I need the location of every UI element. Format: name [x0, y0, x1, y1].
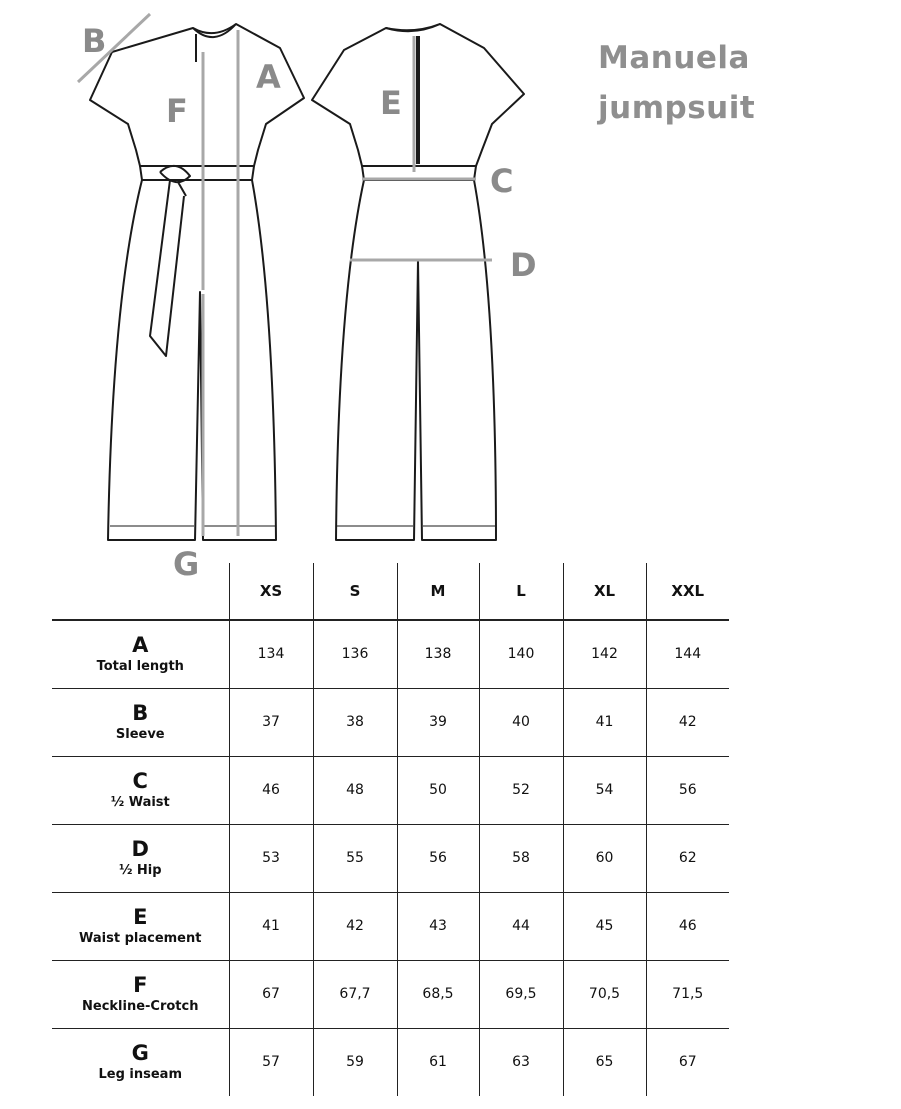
measurement-value: 56 — [397, 824, 479, 892]
size-header: XS — [229, 563, 313, 620]
table-row — [52, 824, 729, 892]
measurement-key: F — [133, 973, 148, 997]
row-header — [52, 960, 229, 1028]
measurement-value: 52 — [479, 756, 563, 824]
label-c: C — [490, 162, 514, 200]
measurement-value: 138 — [397, 620, 479, 688]
measurement-value: 53 — [229, 824, 313, 892]
size-header: L — [479, 563, 563, 620]
measurement-value: 67 — [229, 960, 313, 1028]
back-neckline — [386, 24, 440, 30]
back-legs-outline — [336, 180, 496, 540]
size-header-row — [52, 563, 729, 620]
measurement-value: 142 — [563, 620, 646, 688]
size-header: XL — [563, 563, 646, 620]
table-row — [52, 1028, 729, 1096]
measurement-value: 134 — [229, 620, 313, 688]
corner-cell — [52, 563, 229, 620]
measurement-value: 68,5 — [397, 960, 479, 1028]
measurement-value: 50 — [397, 756, 479, 824]
title-line-2: jumpsuit — [598, 90, 756, 126]
measurement-value: 58 — [479, 824, 563, 892]
table-row — [52, 960, 729, 1028]
measurement-value: 55 — [313, 824, 397, 892]
table-row — [52, 892, 729, 960]
table-row — [52, 756, 729, 824]
row-header — [52, 620, 229, 688]
label-d: D — [510, 246, 537, 284]
measurement-value: 62 — [646, 824, 729, 892]
measurement-value: 67,7 — [313, 960, 397, 1028]
measurement-value: 140 — [479, 620, 563, 688]
measurement-value: 39 — [397, 688, 479, 756]
row-header — [52, 756, 229, 824]
measurement-value: 42 — [313, 892, 397, 960]
measurement-value: 37 — [229, 688, 313, 756]
back-measure-lines — [350, 36, 492, 260]
measurement-value: 67 — [646, 1028, 729, 1096]
measurement-value: 61 — [397, 1028, 479, 1096]
size-header: XXL — [646, 563, 729, 620]
size-header: S — [313, 563, 397, 620]
measurement-value: 136 — [313, 620, 397, 688]
label-g: G — [173, 545, 200, 583]
measurement-value: 56 — [646, 756, 729, 824]
measurement-value: 70,5 — [563, 960, 646, 1028]
measurement-key: A — [132, 633, 149, 658]
measurement-value: 144 — [646, 620, 729, 688]
measurement-value: 46 — [646, 892, 729, 960]
measurement-value: 40 — [479, 688, 563, 756]
measurement-key: E — [133, 905, 148, 929]
label-a: A — [256, 58, 281, 96]
measurement-key: B — [132, 701, 149, 725]
measurement-name: Total length — [96, 659, 184, 675]
table-row — [52, 620, 729, 688]
row-header — [52, 824, 229, 892]
measurement-name: Sleeve — [115, 727, 165, 742]
measurement-value: 46 — [229, 756, 313, 824]
title-line-1: Manuela — [598, 40, 750, 76]
size-chart-table — [52, 563, 729, 1096]
front-legs-outline — [108, 180, 276, 540]
measurement-value: 71,5 — [646, 960, 729, 1028]
measurement-value: 38 — [313, 688, 397, 756]
measurement-value: 63 — [479, 1028, 563, 1096]
front-belt-tie — [150, 166, 190, 356]
measurement-value: 65 — [563, 1028, 646, 1096]
label-e: E — [380, 84, 402, 122]
measurement-value: 41 — [229, 892, 313, 960]
measurement-name: ½ Hip — [118, 863, 162, 878]
measurement-value: 44 — [479, 892, 563, 960]
measurement-value: 59 — [313, 1028, 397, 1096]
measurement-name: Waist placement — [79, 931, 202, 946]
measurement-value: 60 — [563, 824, 646, 892]
measurement-value: 57 — [229, 1028, 313, 1096]
measurement-name: Neckline-Crotch — [82, 999, 199, 1014]
front-view — [90, 24, 304, 540]
row-header — [52, 1028, 229, 1096]
measurement-value: 69,5 — [479, 960, 563, 1028]
measurement-name: Leg inseam — [98, 1067, 183, 1083]
row-header — [52, 892, 229, 960]
measurement-value: 54 — [563, 756, 646, 824]
measurement-key: C — [132, 769, 148, 793]
table-row — [52, 688, 729, 756]
measurement-value: 48 — [313, 756, 397, 824]
label-b: B — [82, 22, 107, 60]
size-header: M — [397, 563, 479, 620]
measurement-key: G — [131, 1041, 149, 1066]
measurement-value: 45 — [563, 892, 646, 960]
row-header — [52, 688, 229, 756]
label-f: F — [166, 92, 188, 130]
measurement-key: D — [131, 837, 149, 861]
measurement-value: 42 — [646, 688, 729, 756]
measurement-value: 41 — [563, 688, 646, 756]
measurement-value: 43 — [397, 892, 479, 960]
measurement-name: ½ Waist — [110, 795, 170, 810]
